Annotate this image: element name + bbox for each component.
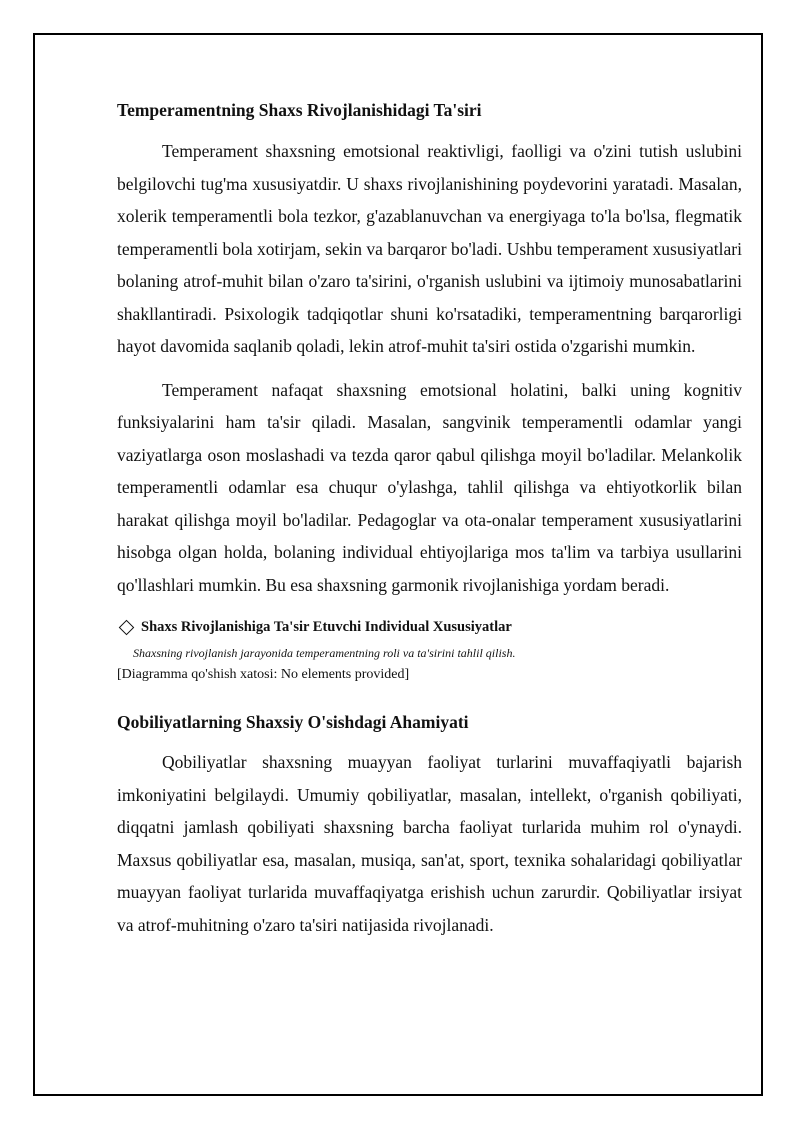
diagram-block	[117, 618, 742, 684]
section-heading-abilities: Qobiliyatlarning Shaxsiy O'sishdagi Ahamiyati	[117, 712, 469, 732]
diagram-description: Shaxsning rivojlanish jarayonida temperamentning roli va ta'sirini tahlil qilish.	[133, 646, 516, 660]
paragraph: Qobiliyatlar shaxsning muayyan faoliyat turlarini muvaffaqiyatli bajarish imkoniyatini belgilaydi. Umumiy qobiliyatlar, masalan, intellekt, o'rganish qobiliyati, diqqatni jamlash qobiliyati shaxsning barcha faoliyat turlarida muhim rol o'ynaydi. Maxsus qobiliyatlar esa, masalan, musiqa, san'at, sport, texnika sohalaridagi qobiliyatlar muayyan faoliyat turlarida muvaffaqiyatga erishish uchun zarurdir. Qobiliyatlar irsiyat va atrof-muhitning o'zaro ta'siri natijasida rivojlanadi.	[117, 752, 742, 935]
diagram-error-message: [Diagramma qo'shish xatosi: No elements provided]	[117, 667, 410, 682]
paragraph: Temperament nafaqat shaxsning emotsional holatini, balki uning kognitiv funksiyalarini ham ta'sir qiladi. Masalan, sangvinik temperamentli odamlar yangi vaziyatlarga oson moslashadi va tezda qaror qabul qilishga moyil bo'ladilar. Melankolik temperamentli odamlar esa chuqur o'ylashga, tahlil qilishga va ehtiyotkorlik bilan harakat qilishga moyil bo'ladilar. Pedagoglar va ota-onalar temperament xususiyatlarini hisobga olgan holda, bolaning individual ehtiyojlariga mos ta'lim va tarbiya usullarini qo'llashlari mumkin. Bu esa shaxsning garmonik rivojlanishiga yordam beradi.	[117, 379, 742, 595]
document-content	[117, 92, 742, 941]
diagram-title: Shaxs Rivojlanishiga Ta'sir Etuvchi Individual Xususiyatlar	[141, 619, 512, 635]
diamond-icon	[119, 619, 135, 635]
section-heading-temperament: Temperamentning Shaxs Rivojlanishidagi Ta'siri	[117, 100, 482, 120]
diagram-title-row	[117, 618, 742, 636]
paragraph: Temperament shaxsning emotsional reaktivligi, faolligi va o'zini tutish uslubini belgilovchi tug'ma xususiyatdir. U shaxs rivojlanishining poydevorini yaratadi. Masalan, xolerik temperamentli bola tezkor, g'azablanuvchan va energiyaga to'la bo'lsa, flegmatik temperamentli bola xotirjam, sekin va barqaror bo'ladi. Ushbu temperament xususiyatlari bolaning atrof-muhit bilan o'zaro ta'sirini, o'rganish uslubini va ijtimoiy munosabatlarini shakllantiradi. Psixologik tadqiqotlar shuni ko'rsatadiki, temperamentning barqarorligi hayot davomida saqlanib qoladi, lekin atrof-muhit ta'siri ostida o'zgarishi mumkin.	[117, 141, 742, 356]
